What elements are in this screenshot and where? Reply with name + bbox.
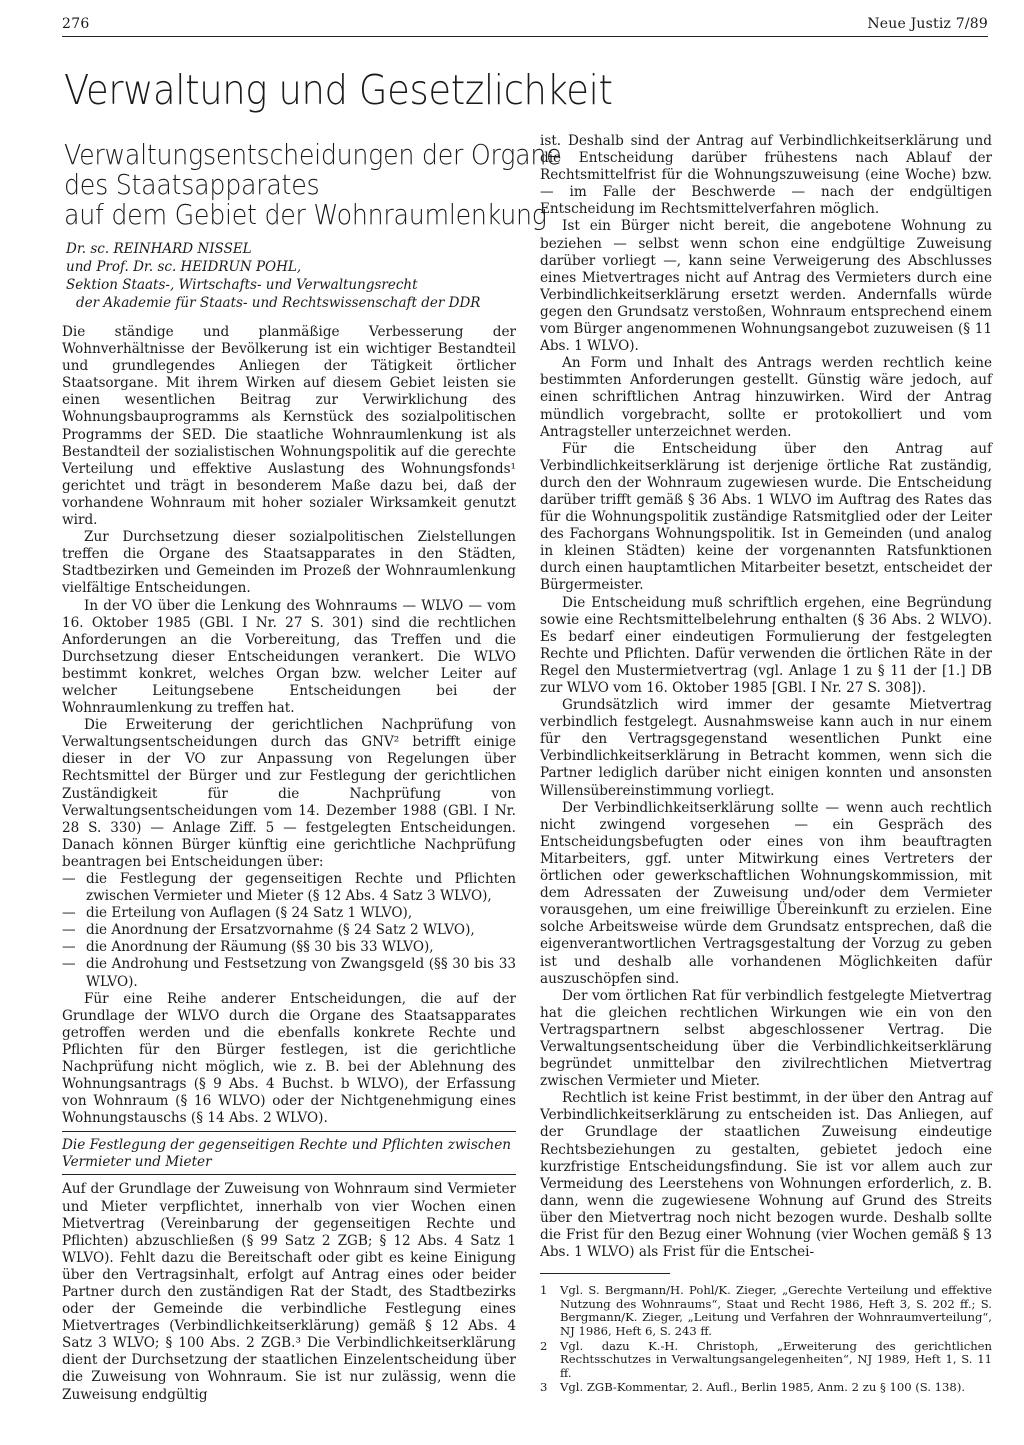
page-number: 276 xyxy=(62,16,90,32)
subheading-rule xyxy=(62,1174,516,1175)
body-paragraph: Zur Durchsetzung dieser sozialpolitischen Zielstellungen treffen die Organe des Staatsapparates in den Städten, Stadtbezirken und Gemeinden im Prozeß der Wohnraumlenkung vielfältige Entscheidungen. xyxy=(62,529,516,597)
footnote xyxy=(540,1284,992,1338)
body-paragraph: Für die Entscheidung über den Antrag auf Verbindlichkeitserklärung ist derjenige örtliche Rat zuständig, durch den der Wohnraum zugewiesen wurde. Die Entscheidung darüber trifft gemäß § 36 Abs. 1 WLVO im Auftrag des Rates das für die Wohnungspolitik zuständige Ratsmitglied oder der Leiter des Fachorgans Wohnungspolitik. Ist in Gemeinden (und analog in kleinen Städten) keine der vorgenannten Ratsfunktionen durch einen hauptamtlichen Mitarbeiter besetzt, entscheidet der Bürgermeister. xyxy=(540,440,992,594)
body-paragraph: An Form und Inhalt des Antrags werden rechtlich keine bestimmten Anforderungen gestellt. Günstig wäre jedoch, auf einen schriftlichen Antrag hinzuwirken. Wird der Antrag mündlich vorgebracht, sollte er protokolliert und vom Antragsteller unterzeichnet werden. xyxy=(540,355,992,440)
list-item: — die Festlegung der gegenseitigen Rechte und Pflichten zwischen Vermieter und Mieter (§ 12 Abs. 4 Satz 3 WLVO), xyxy=(62,871,516,905)
article-title-line: Verwaltungsentscheidungen der Organe xyxy=(64,139,562,171)
author-affiliation: Sektion Staats-, Wirtschafts- und Verwaltungsrecht xyxy=(66,277,418,293)
footnote-mark: 1 xyxy=(540,1283,548,1298)
body-paragraph: Ist ein Bürger nicht bereit, die angebotene Wohnung zu beziehen — selbst wenn schon eine endgültige Zuweisung darüber vorliegt —, kann seine Verweigerung des Abschlusses eines Mietvertrages nicht auf Antrag des Vermieters durch eine Verbindlichkeitserklärung ersetzt werden. Andernfalls würde gegen den Grundsatz verstoßen, Wohnraum entsprechend einem vom Bürger angenommenen Wohnungsangebot zuzuweisen (§ 11 Abs. 1 WLVO). xyxy=(540,218,992,355)
footnote-mark: 2 xyxy=(540,1338,548,1353)
section-title: Verwaltung und Gesetzlichkeit xyxy=(64,66,613,114)
author-block xyxy=(66,240,516,312)
footnote-text: Vgl. S. Bergmann/H. Pohl/K. Zieger, „Gerechte Verteilung und effektive Nutzung des Wohnraums“, Staat und Recht 1986, Heft 3, S. 202 ff.; S. Bergmann/K. Zieger, „Leitung und Verfahren der Wohnraumverteilung“, NJ 1986, Heft 6, S. 243 ff. xyxy=(560,1283,992,1338)
body-paragraph: Grundsätzlich wird immer der gesamte Mietvertrag verbindlich festgelegt. Ausnahmsweise kann auch in nur einem für den Vertragsgegenstand wesentlichen Punkt eine Verbindlichkeitserklärung in Betracht kommen, wenn sich die Partner lediglich darüber nicht einigen konnten und ansonsten Willensübereinstimmung vorliegt. xyxy=(540,697,992,799)
body-paragraph: Für eine Reihe anderer Entscheidungen, die auf der Grundlage der WLVO durch die Organe des Staatsapparates getroffen werden und die ebenfalls konkrete Rechte und Pflichten für den Bürger festlegen, ist die gerichtliche Nachprüfung nicht möglich, wie z. B. bei der Ablehnung des Wohnungsantrags (§ 9 Abs. 4 Buchst. b WLVO), der Erfassung von Wohnraum (§ 16 WLVO) oder der Nichtgenehmigung eines Wohnungstauschs (§ 14 Abs. 2 WLVO). xyxy=(62,990,516,1127)
list-item: — die Anordnung der Ersatzvornahme (§ 24 Satz 2 WLVO), xyxy=(62,922,516,939)
footnote xyxy=(540,1381,992,1395)
right-column xyxy=(540,133,992,1396)
list-item: — die Erteilung von Auflagen (§ 24 Satz 1 WLVO), xyxy=(62,905,516,922)
footnote-rule xyxy=(540,1273,670,1274)
subheading: Die Festlegung der gegenseitigen Rechte und Pflichten zwischen Vermieter und Mieter xyxy=(62,1131,516,1170)
decision-list xyxy=(62,871,516,991)
left-column xyxy=(62,139,562,1404)
journal-issue: Neue Justiz 7/89 xyxy=(867,16,988,32)
body-paragraph: Auf der Grundlage der Zuweisung von Wohnraum sind Vermieter und Mieter verpflichtet, innerhalb von vier Wochen einen Mietvertrag (Vereinbarung der gegenseitigen Rechte und Pflichten) abzuschließen (§ 99 Satz 2 ZGB; § 12 Abs. 4 Satz 1 WLVO). Fehlt dazu die Bereitschaft oder gibt es keine Einigung über den Vertragsinhalt, erfolgt auf Antrag eines oder beider Partner durch den zuständigen Rat der Stadt, des Stadtbezirks oder der Gemeinde die verbindliche Festlegung eines Mietvertrages (Verbindlichkeitserklärung) gemäß § 12 Abs. 4 Satz 3 WLVO; § 100 Abs. 2 ZGB.³ Die Verbindlichkeitserklärung dient der Durchsetzung der staatlichen Einzelentscheidung über die Zuweisung von Wohnraum. Sie ist nur zulässig, wenn die Zuweisung endgültig xyxy=(62,1181,516,1403)
author-line: Dr. sc. REINHARD NISSEL xyxy=(66,241,252,257)
article-title xyxy=(62,139,562,231)
author-line: und Prof. Dr. sc. HEIDRUN POHL, xyxy=(66,259,302,275)
body-paragraph: Der Verbindlichkeitserklärung sollte — wenn auch rechtlich nicht zwingend vorgesehen — ein Gespräch des Entscheidungsbefugten oder eines von ihm beauftragten Mitarbeiters, ggf. unter Mitwirkung eines Vertreters der örtlichen oder gewerkschaftlichen Wohnungskommission, mit dem Adressaten der Zuweisung und/oder dem Vermieter vorausgehen, um eine freiwillige Übereinkunft zu erzielen. Eine solche Arbeitsweise würde dem Grundsatz entsprechen, daß die eigenverantwortlichen Vertragsgestaltung der Vorzug zu geben ist und deshalb alle vorhandenen Möglichkeiten dafür auszuschöpfen sind. xyxy=(540,799,992,987)
body-paragraph: Die Entscheidung muß schriftlich ergehen, eine Begründung sowie eine Rechtsmittelbelehrung enthalten (§ 36 Abs. 2 WLVO). Es bedarf einer eindeutigen Formulierung der festgelegten Rechte und Pflichten. Dafür verwenden die örtlichen Räte in der Regel den Mustermietvertrag (vgl. Anlage 1 zu § 11 der [1.] DB zur WLVO vom 16. Oktober 1985 [GBl. I Nr. 27 S. 308]). xyxy=(540,594,992,696)
author-affiliation: der Akademie für Staats- und Rechtswissenschaft der DDR xyxy=(76,295,481,311)
footnote-text: Vgl. dazu K.-H. Christoph, „Erweiterung des gerichtlichen Rechtsschutzes in Verwaltungsangelegenheiten“, NJ 1989, Heft 1, S. 11 ff. xyxy=(560,1338,992,1380)
footnote xyxy=(540,1340,992,1381)
body-paragraph: Die ständige und planmäßige Verbesserung der Wohnverhältnisse der Bevölkerung ist ein wichtiger Bestandteil und grundlegendes Anliegen der Tätigkeit örtlicher Staatsorgane. Mit ihrem Wirken auf diesem Gebiet leisten sie einen wesentlichen Beitrag zur Verwirklichung des Wohnungsbauprogramms als Kernstück des sozialpolitischen Programms der SED. Die staatliche Wohnraumlenkung ist als Bestandteil der sozialistischen Wohnungspolitik auf die gerechte Verteilung und effektive Auslastung des Wohnungsfonds¹ gerichtet und trägt in besonderem Maße dazu bei, daß der vorhandene Wohnraum mit hoher sozialer Wirksamkeit genutzt wird. xyxy=(62,324,516,529)
list-item: — die Androhung und Festsetzung von Zwangsgeld (§§ 30 bis 33 WLVO). xyxy=(62,956,516,990)
footnote-mark: 3 xyxy=(540,1380,548,1395)
body-paragraph: Rechtlich ist keine Frist bestimmt, in der über den Antrag auf Verbindlichkeitserklärung zu entscheiden ist. Das Anliegen, auf der Grundlage der staatlichen Zuweisung eindeutige Rechtsbeziehungen zu gestalten, gebietet jedoch eine kurzfristige Entscheidungsfindung. Sie ist vor allem auch zur Vermeidung des Leerstehens von Wohnungen erforderlich, z. B. dann, wenn die zugewiesene Wohnung auf Grund des Streits über den Mietvertrag noch nicht bezogen wurde. Deshalb sollte die Frist für den Bezug einer Wohnung (vier Wochen gemäß § 13 Abs. 1 WLVO) als Frist für die Entschei- xyxy=(540,1090,992,1261)
list-item: — die Anordnung der Räumung (§§ 30 bis 33 WLVO), xyxy=(62,939,516,956)
article-title-line: auf dem Gebiet der Wohnraumlenkung xyxy=(64,199,547,231)
header-rule xyxy=(62,36,988,37)
body-paragraph: Der vom örtlichen Rat für verbindlich festgelegte Mietvertrag hat die gleichen rechtlichen Wirkungen wie ein von den Vertragspartnern selbst abgeschlossener Vertrag. Die Verwaltungsentscheidung über die Verbindlichkeitserklärung begründet unmittelbar den zivilrechtlichen Mietvertrag zwischen Vermieter und Mieter. xyxy=(540,987,992,1090)
body-paragraph: ist. Deshalb sind der Antrag auf Verbindlichkeitserklärung und die Entscheidung darüber frühestens nach Ablauf der Rechtsmittelfrist für die Wohnungszuweisung (eine Woche) bzw. — im Falle der Beschwerde — nach der endgültigen Entscheidung im Rechtsmittelverfahren möglich. xyxy=(540,133,992,218)
footnote-text: Vgl. ZGB-Kommentar, 2. Aufl., Berlin 1985, Anm. 2 zu § 100 (S. 138). xyxy=(560,1380,966,1395)
body-paragraph: In der VO über die Lenkung des Wohnraums — WLVO — vom 16. Oktober 1985 (GBl. I Nr. 27 S. 301) sind die rechtlichen Anforderungen an die Vorbereitung, das Treffen und die Durchsetzung dieser Entscheidungen verankert. Die WLVO bestimmt konkret, welches Organ bzw. welcher Leiter auf welcher Leitungsebene Entscheidungen bei der Wohnraumlenkung zu treffen hat. xyxy=(62,597,516,717)
body-paragraph: Die Erweiterung der gerichtlichen Nachprüfung von Verwaltungsentscheidungen durch das GNV² betrifft einige dieser in der VO zur Anpassung von Regelungen über Rechtsmittel der Bürger und zur Festlegung der gerichtlichen Zuständigkeit für die Nachprüfung von Verwaltungsentscheidungen vom 14. Dezember 1988 (GBl. I Nr. 28 S. 330) — Anlage Ziff. 5 — festgelegten Entscheidungen. Danach können Bürger künftig eine gerichtliche Nachprüfung beantragen bei Entscheidungen über: xyxy=(62,717,516,870)
article-title-line: des Staatsapparates xyxy=(64,169,320,201)
